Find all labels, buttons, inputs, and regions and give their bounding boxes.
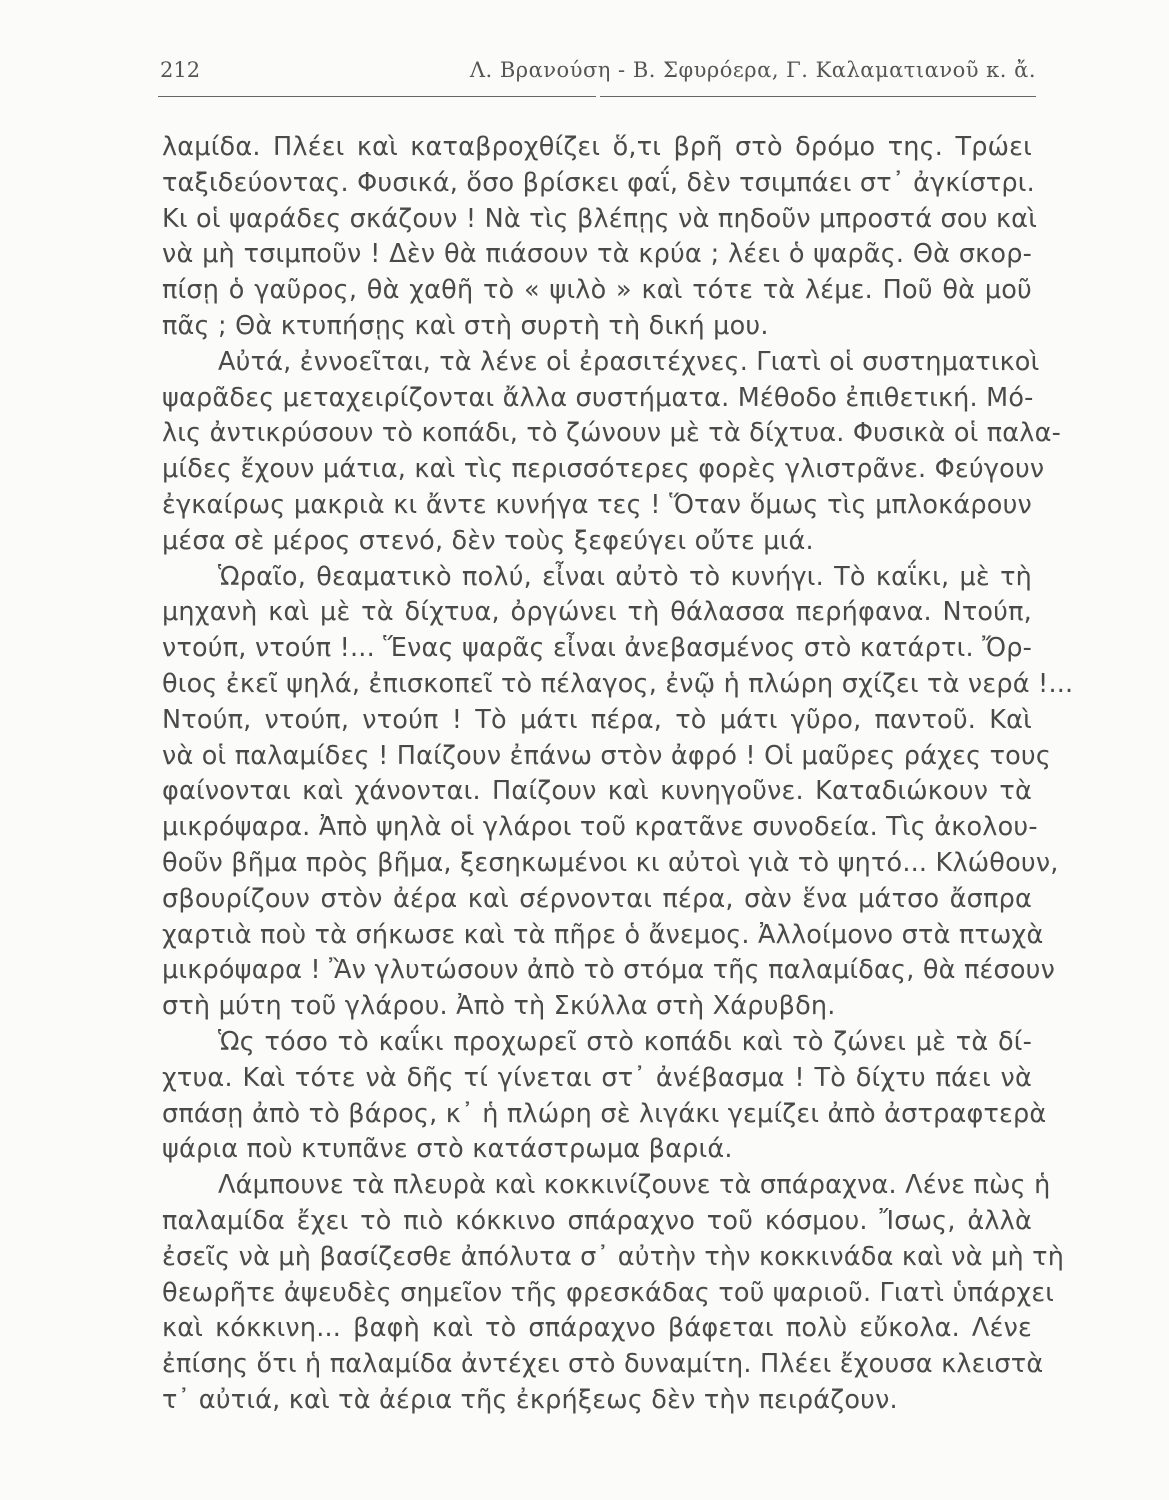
text-line: Λάμπουνε τὰ πλευρὰ καὶ κοκκινίζουνε τὰ σπάραχνα. Λένε πὼς ἡ: [218, 1170, 1051, 1201]
text-line: Ντούπ, ντούπ, ντούπ ! Τὸ μάτι πέρα, τὸ μάτι γῦρο, παντοῦ. Καὶ: [162, 704, 1032, 735]
running-head-authors: Λ. Βρανούση - Β. Σφυρόερα, Γ. Καλαματιανοῦ κ. ἄ.: [469, 58, 1036, 82]
text-line: Ὡς τόσο τὸ καΐκι προχωρεῖ στὸ κοπάδι καὶ τὸ ζώνει μὲ τὰ δί-: [218, 1026, 1032, 1057]
text-line: πᾶς ; Θὰ κτυπήσῃς καὶ στὴ συρτὴ τὴ δική μου.: [162, 310, 769, 341]
text-line: καὶ κόκκινη... βαφὴ καὶ τὸ σπάραχνο βάφεται πολὺ εὔκολα. Λένε: [162, 1313, 1032, 1344]
text-line: ἐγκαίρως μακριὰ κι ἄντε κυνήγα τες ! Ὅταν ὅμως τὶς μπλοκάρουν: [162, 489, 1032, 520]
text-line: στὴ μύτη τοῦ γλάρου. Ἀπὸ τὴ Σκύλλα στὴ Χάρυβδη.: [162, 991, 836, 1022]
text-line: σπάσῃ ἀπὸ τὸ βάρος, κ᾽ ἡ πλώρη σὲ λιγάκι γεμίζει ἀπὸ ἀστραφτερὰ: [162, 1098, 1047, 1129]
text-line: σβουρίζουν στὸν ἀέρα καὶ σέρνονται πέρα, σὰν ἕνα μάτσο ἄσπρα: [162, 883, 1032, 914]
text-line: μικρόψαρα. Ἀπὸ ψηλὰ οἱ γλάροι τοῦ κρατᾶνε συνοδεία. Τὶς ἀκολου-: [162, 812, 1038, 843]
text-line: ταξιδεύοντας. Φυσικά, ὅσο βρίσκει φαΐ, δὲν τσιμπάει στ᾽ ἀγκίστρι.: [162, 167, 1035, 198]
text-line: ντούπ, ντούπ !... Ἕνας ψαρᾶς εἶναι ἀνεβασμένος στὸ κατάρτι. Ὄρ-: [162, 633, 1032, 664]
running-header: [158, 58, 1036, 88]
text-line: Αὐτά, ἐννοεῖται, τὰ λένε οἱ ἐρασιτέχνες. Γιατὶ οἱ συστηματικοὶ: [218, 346, 1040, 377]
text-line: Ὡραῖο, θεαματικὸ πολύ, εἶναι αὐτὸ τὸ κυνήγι. Τὸ καΐκι, μὲ τὴ: [218, 561, 1032, 592]
text-line: παλαμίδα ἔχει τὸ πιὸ κόκκινο σπάραχνο τοῦ κόσμου. Ἴσως, ἀλλὰ: [162, 1205, 1032, 1236]
text-line: ἐπίσης ὅτι ἡ παλαμίδα ἀντέχει στὸ δυναμίτη. Πλέει ἔχουσα κλειστὰ: [162, 1349, 1044, 1380]
paragraph: [162, 345, 1062, 560]
text-line: μικρόψαρα ! Ἂν γλυτώσουν ἀπὸ τὸ στόμα τῆς παλαμίδας, θὰ πέσουν: [162, 955, 1056, 986]
text-line: νὰ οἱ παλαμίδες ! Παίζουν ἐπάνω στὸν ἀφρό ! Οἱ μαῦρες ράχες τους: [162, 740, 1052, 771]
text-line: Κι οἱ ψαράδες σκάζουν ! Νὰ τὶς βλέπῃς νὰ πηδοῦν μπροστά σου καὶ: [162, 203, 1038, 234]
text-line: λις ἀντικρύσουν τὸ κοπάδι, τὸ ζώνουν μὲ τὰ δίχτυα. Φυσικὰ οἱ παλα-: [162, 418, 1062, 449]
text-line: ψαρᾶδες μεταχειρίζονται ἄλλα συστήματα. Μέθοδο ἐπιθετική. Μό-: [162, 382, 1034, 413]
page-number: 212: [160, 58, 201, 82]
text-line: θιος ἐκεῖ ψηλά, ἐπισκοπεῖ τὸ πέλαγος, ἐνῷ ἡ πλώρη σχίζει τὰ νερά !...: [162, 668, 1074, 699]
text-line: χτυα. Καὶ τότε νὰ δῆς τί γίνεται στ᾽ ἀνέβασμα ! Τὸ δίχτυ πάει νὰ: [162, 1062, 1032, 1093]
text-line: λαμίδα. Πλέει καὶ καταβροχθίζει ὅ,τι βρῆ στὸ δρόμο της. Τρώει: [162, 132, 1032, 162]
text-line: θεωρῆτε ἀψευδὲς σημεῖον τῆς φρεσκάδας τοῦ ψαριοῦ. Γιατὶ ὑπάρχει: [162, 1277, 1055, 1308]
body-text: [162, 130, 1074, 1419]
header-rule-right: [600, 96, 1036, 97]
text-line: τ᾽ αὐτιά, καὶ τὰ ἀέρια τῆς ἐκρήξεως δὲν τὴν πειράζουν.: [162, 1384, 898, 1415]
text-line: πίσῃ ὁ γαῦρος, θὰ χαθῆ τὸ « ψιλὸ » καὶ τότε τὰ λέμε. Ποῦ θὰ μοῦ: [162, 275, 1032, 306]
header-rule-left: [158, 96, 596, 97]
text-line: νὰ μὴ τσιμποῦν ! Δὲν θὰ πιάσουν τὰ κρύα ; λέει ὁ ψαρᾶς. Θὰ σκορ-: [162, 239, 1032, 270]
paragraph: [162, 1168, 1065, 1419]
text-line: ἐσεῖς νὰ μὴ βασίζεσθε ἀπόλυτα σ᾽ αὐτὴν τὴν κοκκινάδα καὶ νὰ μὴ τὴ: [162, 1241, 1065, 1272]
paragraph: [162, 130, 1038, 345]
paragraph: [162, 560, 1074, 1025]
text-line: μηχανὴ καὶ μὲ τὰ δίχτυα, ὀργώνει τὴ θάλασσα περήφανα. Ντούπ,: [162, 597, 1032, 628]
paragraph: [162, 1025, 1047, 1168]
text-line: ψάρια ποὺ κτυπᾶνε στὸ κατάστρωμα βαριά.: [162, 1134, 733, 1165]
text-line: φαίνονται καὶ χάνονται. Παίζουν καὶ κυνηγοῦνε. Καταδιώκουν τὰ: [162, 776, 1032, 807]
text-line: χαρτιὰ ποὺ τὰ σήκωσε καὶ τὰ πῆρε ὁ ἄνεμος. Ἀλλοίμονο στὰ πτωχὰ: [162, 919, 1044, 950]
text-line: μίδες ἔχουν μάτια, καὶ τὶς περισσότερες φορὲς γλιστρᾶνε. Φεύγουν: [162, 454, 1045, 485]
text-line: μέσα σὲ μέρος στενό, δὲν τοὺς ξεφεύγει οὔτε μιά.: [162, 525, 814, 556]
text-line: θοῦν βῆμα πρὸς βῆμα, ξεσηκωμένοι κι αὐτοὶ γιὰ τὸ ψητό... Κλώθουν,: [162, 847, 1059, 878]
